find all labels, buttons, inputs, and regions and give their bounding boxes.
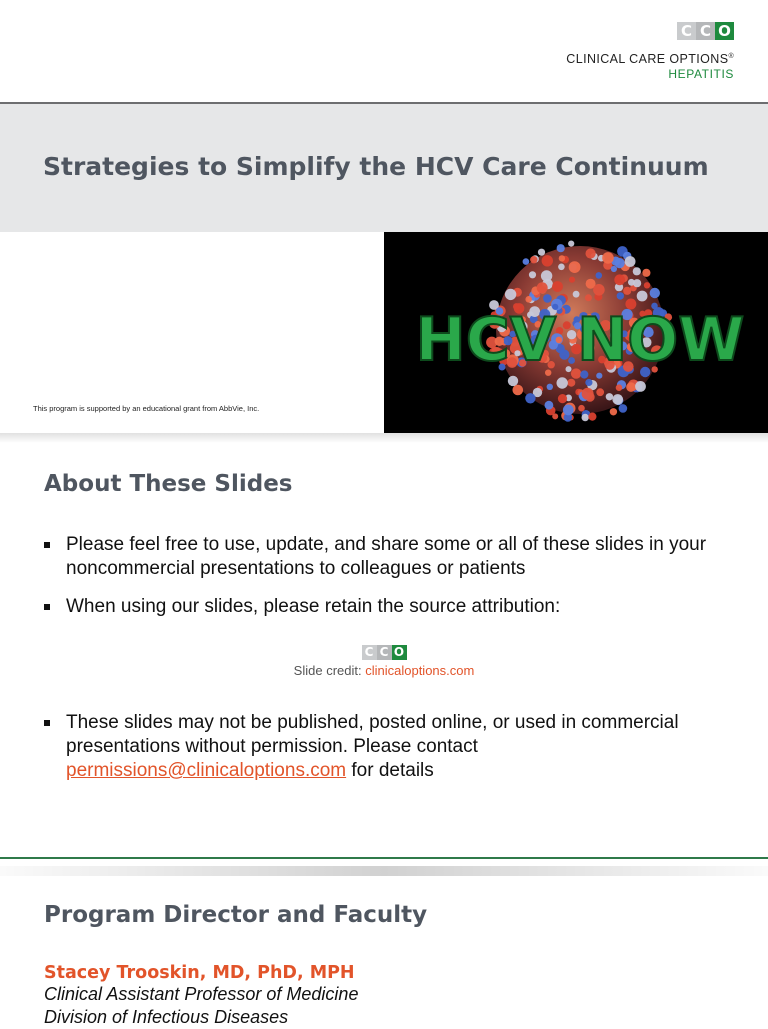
slide-divider-shadow bbox=[0, 866, 768, 876]
title-band bbox=[0, 102, 768, 232]
cco-logo bbox=[566, 22, 734, 81]
bullet-item: Please feel free to use, update, and share some or all of these slides in your noncommercial presentations to colleagues or patients bbox=[44, 533, 734, 581]
registered-mark: ® bbox=[728, 52, 734, 60]
faculty-slide bbox=[0, 878, 768, 1027]
slide-title: Strategies to Simplify the HCV Care Continuum bbox=[43, 152, 709, 181]
cco-letter: C bbox=[696, 22, 715, 40]
section-heading: Program Director and Faculty bbox=[44, 902, 428, 928]
brand-name: CLINICAL CARE OPTIONS® bbox=[566, 52, 734, 66]
bullet-item: These slides may not be published, posted online, or used in commercial presentations without permission. Please contact permissions@clinicaloptions.com for details bbox=[44, 711, 734, 783]
credit-link[interactable]: clinicaloptions.com bbox=[365, 663, 475, 678]
cco-letter: C bbox=[362, 645, 377, 660]
faculty-division: Division of Infectious Diseases bbox=[44, 1007, 289, 1027]
hcv-now-image bbox=[384, 232, 768, 433]
bullet-item: When using our slides, please retain the source attribution: bbox=[44, 595, 734, 619]
slide-divider-line bbox=[0, 857, 768, 859]
credit-label: Slide credit: bbox=[293, 663, 362, 678]
faculty-title: Clinical Assistant Professor of Medicine bbox=[44, 984, 359, 1004]
about-slide bbox=[0, 445, 768, 860]
bullet-list bbox=[44, 533, 734, 633]
cco-mark-icon bbox=[566, 22, 734, 40]
bullet-square-icon bbox=[44, 604, 50, 610]
section-heading: About These Slides bbox=[44, 471, 293, 497]
cco-letter: O bbox=[392, 645, 407, 660]
brand-subtitle: HEPATITIS bbox=[668, 67, 734, 81]
cco-letter: C bbox=[677, 22, 696, 40]
faculty-block bbox=[44, 963, 358, 1029]
bullet-square-icon bbox=[44, 720, 50, 726]
bullet-square-icon bbox=[44, 542, 50, 548]
faculty-name: Stacey Trooskin, MD, PhD, MPH bbox=[44, 963, 355, 983]
hcv-now-text: HCV NOW bbox=[415, 305, 745, 375]
slide-credit bbox=[0, 645, 768, 678]
cco-letter: O bbox=[715, 22, 734, 40]
grant-support-note: This program is supported by an educational grant from AbbVie, Inc. bbox=[33, 404, 260, 413]
permissions-email-link[interactable]: permissions@clinicaloptions.com bbox=[66, 760, 347, 781]
cco-letter: C bbox=[377, 645, 392, 660]
virus-particle-icon bbox=[384, 232, 768, 433]
cco-mark-icon bbox=[0, 645, 768, 660]
bullet-list bbox=[44, 711, 734, 797]
title-slide bbox=[0, 0, 768, 437]
credit-line bbox=[0, 663, 768, 678]
slide-divider-shadow bbox=[0, 433, 768, 443]
